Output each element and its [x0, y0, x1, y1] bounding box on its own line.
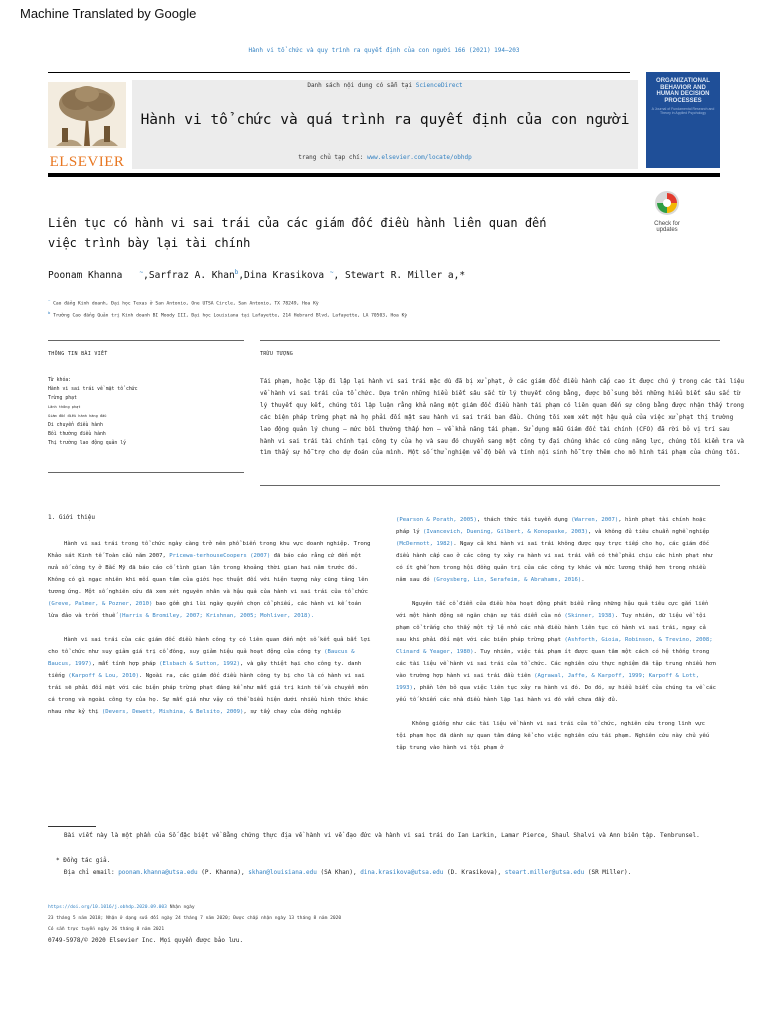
article-title-line-2: việc trình bày lại tài chính — [48, 236, 251, 250]
email-owner: (SR Miller). — [584, 869, 632, 876]
citation-link[interactable]: (Ashforth, Gioia, Robinson, & Trevino, 2008; Clinard & Yeager, 1980) — [396, 637, 713, 655]
email-addresses — [64, 867, 744, 879]
section-heading: 1. Giới thiệu — [48, 514, 95, 521]
body-text: Hành vi sai trái của các giám đốc điều hành công ty có liên quan đến một số kết quả bất lợi cho tổ chức như suy giảm giá trị cổ đông, suy giảm hiệu quả hoạt động của công ty — [48, 637, 371, 655]
citation-link[interactable]: Pricewa-terhouseCoopers (2007) — [169, 553, 271, 559]
publication-history — [48, 902, 728, 935]
body-text: Nguyên tắc cổ điển của điều hòa hoạt động phát biểu rằng những hậu quả tiêu cực gắn liền với một hành động sẽ ngăn chặn sự tái diễn của nó — [396, 601, 709, 619]
citation-link[interactable]: (Warren, 2007) — [571, 517, 619, 523]
online-date: Có sẵn trực tuyến ngày 26 tháng 8 năm 2021 — [48, 927, 165, 932]
author-affiliation-mark[interactable]: b — [234, 269, 239, 276]
body-text: . Ngay cả khi hành vi sai trái không được quy trực tiếp cho họ, các giám đốc điều hành cấp cao ở các công ty xảy ra hành vi sai trái vẫn có thể phải chịu các hình phạt như có ít ghế hơn trong hội đồng quản trị của các công ty khác và mức lương thấp hơn trong nhiều năm sau đó — [396, 541, 713, 583]
elsevier-logo[interactable] — [48, 82, 126, 168]
keywords-heading: Từ khóa: — [48, 378, 72, 383]
body-text: . Tuy nhiên, dữ liệu về tội phạm cổ trắng cho thấy một tỷ lệ nhỏ các nhà điều hành liên tục có hành vi sai trái, ngay cả sau khi phải đối mặt với các biện pháp trừng phạt — [396, 613, 706, 643]
email-owner: (SA Khan), — [316, 869, 361, 876]
abstract-text — [260, 376, 746, 459]
body-text: , sự tẩy chay của đồng nghiệp — [243, 709, 342, 715]
author-name[interactable]: Stewart R. Miller a,* — [344, 270, 466, 282]
homepage-link[interactable]: www.elsevier.com/locate/obhdp — [366, 154, 472, 161]
citation-link[interactable]: (Skinner, 1938) — [564, 613, 615, 619]
email-link[interactable]: dina.krasikova@utsa.edu — [360, 869, 444, 876]
footnote-rule — [48, 826, 96, 827]
sciencedirect-link[interactable]: ScienceDirect — [415, 82, 463, 89]
email-owner: (D. Krasikova), — [443, 869, 505, 876]
keywords-block — [48, 376, 244, 448]
keyword: Di chuyển điều hành — [48, 423, 103, 428]
header-rule — [48, 72, 630, 73]
citation-link[interactable]: (Devers, Dewett, Mishina, & Belsito, 2009) — [101, 709, 244, 715]
keyword: Giám đốc điều hành hàng đầu — [48, 414, 107, 418]
body-text: . — [581, 577, 585, 583]
affiliation — [48, 298, 708, 307]
email-prefix: Địa chỉ email: — [64, 869, 119, 876]
citation-link[interactable]: (McDermott, 1982) — [396, 541, 454, 547]
publisher-wordmark: ELSEVIER — [49, 154, 125, 170]
keyword: Hành vi sai trái về mặt tổ chức — [48, 387, 138, 392]
body-text: . Tuy nhiên, việc tái phạm ít được quan tâm một cách có hệ thống trong các tài liệu về hành vi sai trái của tổ chức. Các nghiên cứu thực nghiệm đã tập trung nhiều hơn vào trường hợp hành vi sai trái đầu tiên — [396, 649, 716, 679]
keyword: Thị trường lao động quản lý — [48, 441, 126, 446]
body-text: Hành vi sai trái trong tổ chức ngày càng trở nên phổ biến trong khu vực doanh nghiệp. Trong Khảo sát Kinh tế Toàn cầu năm 2007, — [48, 541, 371, 559]
body-text: , và gây thiệt hại cho công ty. danh tiếng — [48, 661, 362, 679]
article-title-line-1: Liên tục có hành vi sai trái của các giám đốc điều hành liên quan đến — [48, 216, 547, 230]
citation-link[interactable]: (Baucus & Baucus, 1997) — [48, 649, 355, 667]
body-text: Không giống như các tài liệu về hành vi sai trái của tổ chức, nghiên cứu trong lĩnh vực tội phạm học đã dành sự quan tâm đáng kể cho việc nghiên cứu tái phạm. Nghiên cứu này chủ yếu tập trung vào hành vi tội phạm ở — [396, 721, 710, 751]
journal-cover[interactable] — [646, 72, 720, 168]
article-info-heading: THÔNG TIN BÀI VIẾT — [48, 351, 108, 357]
affiliation-mark: ~ — [48, 298, 51, 303]
homepage-prefix: trang chủ tạp chí: — [298, 154, 367, 161]
body-text: , mất tính hợp pháp — [91, 661, 160, 667]
body-text: , phần lớn bỏ qua việc liên tục xảy ra hành vi đó. Do đó, sự hiểu biết của chúng ta về các yếu tố khiến các nhà điều hành lặp lại hành vi đó vẫn chưa đầy đủ. — [396, 685, 716, 703]
body-paragraph — [396, 718, 718, 754]
citation-link[interactable]: (Agrawal, Jaffe, & Karpoff, 1999; Karpoff & Lott, 1993) — [396, 673, 700, 691]
check-for-updates-badge[interactable] — [647, 190, 687, 233]
citation-link[interactable]: (Elsbach & Sutton, 1992) — [159, 661, 240, 667]
check-updates-icon — [647, 190, 687, 216]
body-text: đã báo cáo rằng cứ đến một nửa số công ty ở Bắc Mỹ đã báo cáo cố tình gian lận trong khoảng thời gian hai năm trước đó. Không có gì ngạc nhiên khi mối quan tâm của giới học thuật đối với hiện tượng này cũng tăng lên tương ứng. Một số nghiên cứu đã xem xét nguyên nhân và hậu quả của hành vi sai trái của tổ chức — [48, 553, 368, 595]
doi-suffix: Nhận ngày — [166, 905, 195, 910]
citation-link[interactable]: (Karpoff & Lou, 2010) — [68, 673, 139, 679]
body-right-column — [396, 514, 718, 754]
body-paragraph — [48, 634, 372, 718]
body-text: , và không đủ tiêu chuẩn nghề nghiệp — [587, 529, 710, 535]
affiliation-text: Trường Cao đẳng Quản trị Kinh doanh BI Moody III, Đại học Louisiana tại Lafayette, 214 Hebrard Blvd, Lafayette, LA 70503, Hoa Kỳ — [53, 313, 408, 319]
journal-homepage — [132, 154, 638, 161]
affiliation-text: Cao đẳng Kinh doanh, Đại học Texas ở San Antonio, One UTSA Circle, San Antonio, TX 78249, Hoa Kỳ — [53, 301, 319, 307]
author-name[interactable]: Sarfraz A. Khan — [148, 270, 235, 282]
contents-line — [132, 82, 638, 89]
keyword: Lãnh thông phạt — [48, 405, 81, 409]
email-link[interactable]: skhan@louisiana.edu — [248, 869, 317, 876]
author-affiliation-mark[interactable]: ~ — [139, 269, 144, 276]
citation-link[interactable]: (Ivancevich, Duening, Gilbert, & Konopaske, 2003) — [422, 529, 588, 535]
abstract-rule — [260, 340, 720, 341]
author-list: Poonam Khanna ~,Sarfraz A. Khan$^b$,Dina Krasikova ~, Stewart R. Miller a,* — [48, 269, 466, 282]
article-info-rule — [48, 340, 244, 341]
body-text: bao gồm ghi lùi ngày quyền chọn cổ phiếu, các hành vi kế toán lừa đảo và trốn thuế — [48, 601, 362, 619]
body-text: , hình phạt tài chính hoặc pháp lý — [396, 517, 706, 535]
doi-link[interactable]: https://doi.org/10.1016/j.obhdp.2020.09.003 — [48, 905, 167, 910]
cover-title: ORGANIZATIONAL BEHAVIOR AND HUMAN DECISION PROCESSES — [656, 78, 710, 104]
article-title — [48, 213, 578, 253]
body-paragraph — [396, 514, 718, 586]
corresponding-author-note: * Đồng tác giả. — [56, 857, 111, 864]
author-name[interactable]: Dina Krasikova — [244, 270, 325, 282]
cover-subtitle: A Journal of Fundamental Research and Theory in Applied Psychology — [651, 107, 715, 115]
check-updates-label: Check for updates — [654, 221, 680, 233]
author-name[interactable]: Poonam Khanna — [48, 270, 123, 282]
journal-title: Hành vi tổ chức và quá trình ra quyết định của con người — [140, 112, 630, 128]
email-link[interactable]: steart.miller@utsa.edu — [504, 869, 585, 876]
email-owner: (P. Khanna), — [197, 869, 249, 876]
body-text: . Ngoài ra, các giám đốc điều hành công ty bị cho là có hành vi sai trái sẽ phải đối mặt với các biện pháp trừng phạt đáng kể như mất giá trị kinh tế và chuyển môn cá trong và ngoài công ty của họ. Sự mất giá như vậy có thể biểu hiện dưới nhiều hình thức khác nhau như kỷ thị — [48, 673, 368, 715]
abstract-heading: TRỪU TƯỢNG — [260, 351, 294, 357]
body-left-column — [48, 512, 372, 718]
special-issue-note: Bài viết này là một phần của Số đặc biệt về Bằng chứng thực địa về hành vi về đạo đức và hành vi sai trái do Ian Larkin, Lamar Pierce, Shaul Shalvi và Ann biên tập. Tenbrunsel. — [64, 832, 700, 839]
affiliation — [48, 310, 708, 319]
copyright-line: 0749-5978/© 2020 Elsevier Inc. Mọi quyền được bảo lưu. — [48, 937, 244, 944]
email-link[interactable]: poonam.khanna@utsa.edu — [118, 869, 198, 876]
tree-icon — [48, 82, 126, 148]
history-dates: 23 tháng 5 năm 2018; Nhận ở dạng sửa đổi ngày 24 tháng 7 năm 2020; Được chấp nhận ngày 13 tháng 8 năm 2020 — [48, 916, 342, 921]
body-paragraph — [48, 538, 372, 622]
translation-banner: Machine Translated by Google — [20, 6, 197, 21]
abstract-paragraph: Tái phạm, hoặc lặp đi lặp lại hành vi sai trái mặc dù đã bị xử phạt, ở các giám đốc điều hành cấp cao ít được chú ý trong các tài liệu về hành vi sai trái của tổ chức. Dựa trên những hiểu biết sâu sắc từ lý thuyết công bằng, được bổ sung bởi những hiểu biết sâu sắc từ lý thuyết quy kết, chúng tôi lập luận rằng khả năng một giám đốc điều hành tái phạm có liên quan đến sự công bằng được nhận thấy trong các biện pháp trừng phạt mà họ phải đối mặt sau hành vi sai trái ban đầu. Chúng tôi xem xét một hậu quả của việc xử phạt thị trường lao động quản lý chung – mức bồi thường thấp hơn – về khả năng tái phạm. Sử dụng mẫu Giám đốc tài chính (CFO) đã rời bỏ vị trí sau hành vi sai trái tài chính tại công ty của họ và sau đó chuyển sang một công ty đại chúng khác có cùng năng lực, chúng tôi kiểm tra và tìm thấy sự hỗ trợ cho dự đoán của mình. Một số thử nghiệm về độ bền và tính nội sinh hỗ trợ thêm cho mô hình tái phạm của chúng tôi. — [260, 378, 745, 457]
body-text: , thách thức tái tuyển dụng — [476, 517, 572, 523]
affiliation-mark: b — [48, 310, 51, 315]
author-affiliation-mark[interactable]: ~ — [329, 269, 334, 276]
abstract-bottom-rule — [260, 485, 720, 486]
citation-link[interactable]: (Greve, Palmer, & Pozner, 2010) — [48, 601, 153, 607]
body-paragraph — [396, 598, 718, 706]
contents-prefix: Danh sách nội dung có sẵn tại — [307, 82, 416, 89]
keywords-bottom-rule — [48, 472, 244, 473]
keyword: Bồi thường điều hành — [48, 432, 106, 437]
running-head[interactable]: Hành vi tổ chức và quy trình ra quyết định của con người 166 (2021) 194–203 — [248, 47, 520, 54]
citation-link[interactable]: (Harris & Bromiley, 2007; Krishnan, 2005; Mohliver, 2018). — [118, 613, 315, 619]
keyword: Trừng phạt — [48, 396, 77, 401]
citation-link[interactable]: (Groysberg, Lin, Serafeim, & Abrahams, 2016) — [433, 577, 582, 583]
header-thick-rule — [48, 173, 720, 177]
citation-link[interactable]: (Pearson & Porath, 2005) — [396, 517, 477, 523]
